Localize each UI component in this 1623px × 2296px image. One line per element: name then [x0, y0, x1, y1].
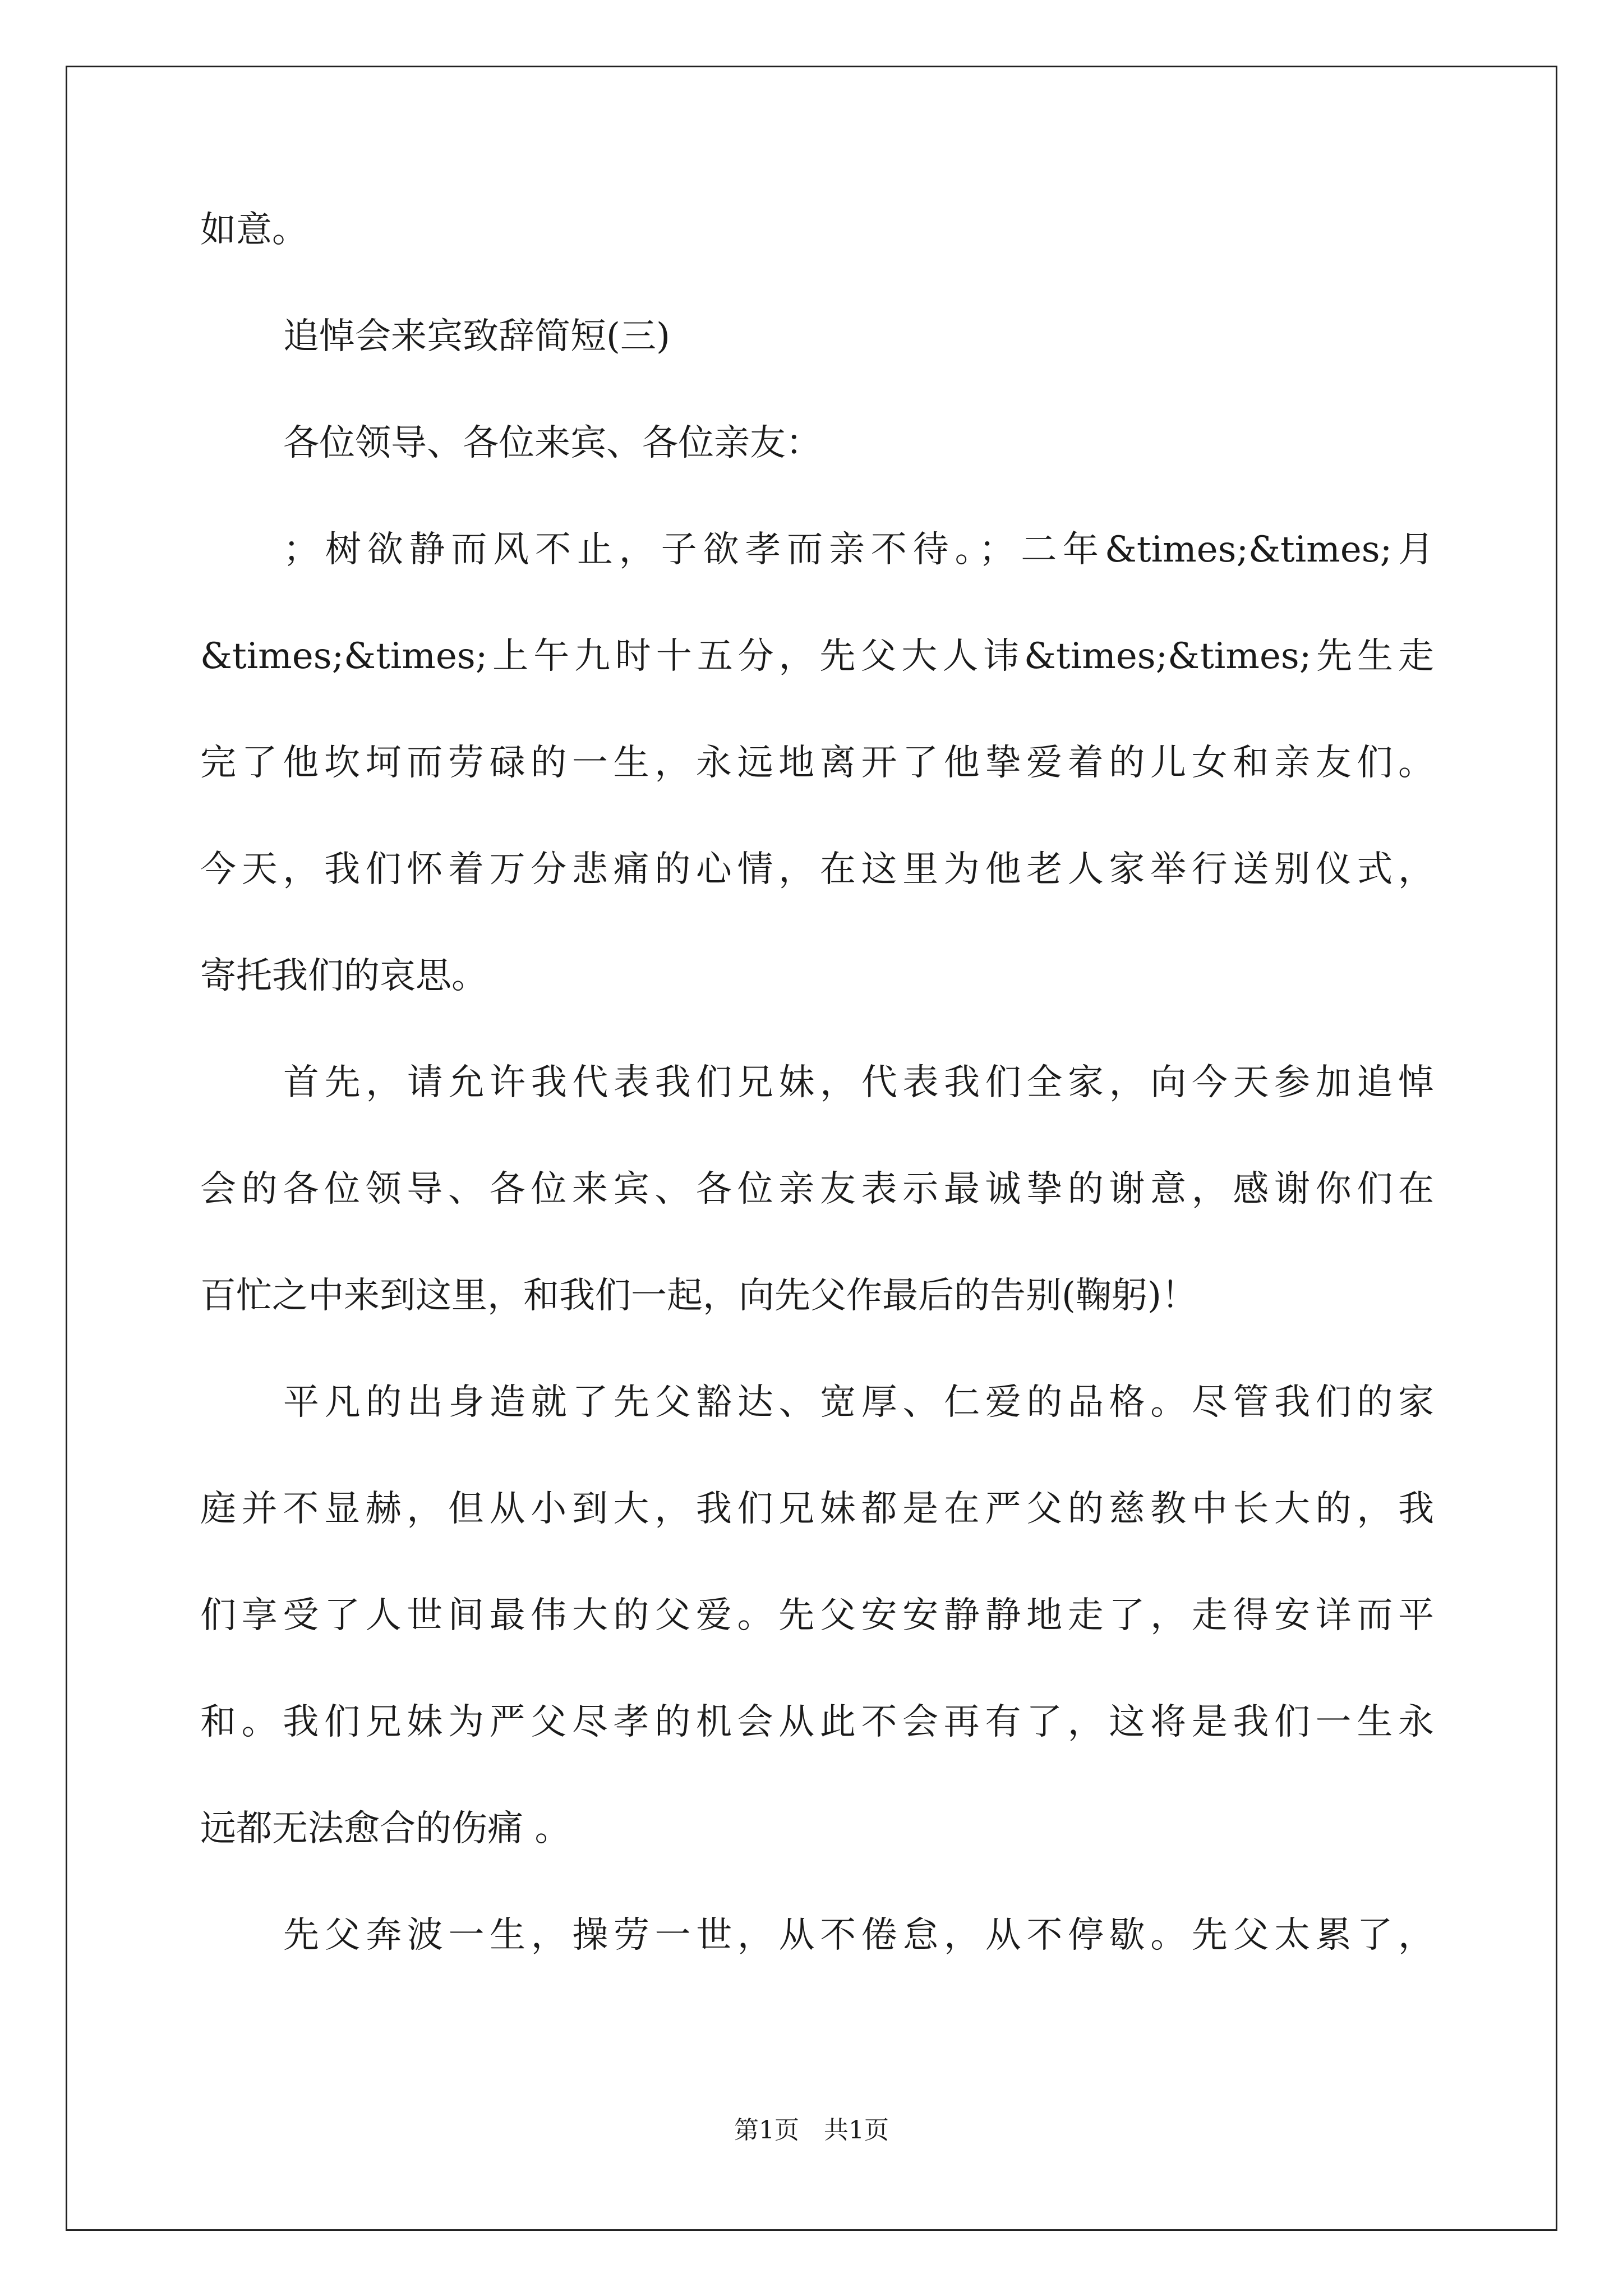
text-line: 会的各位领导、各位来宾、各位亲友表示最诚挚的谢意，感谢你们在 — [200, 1168, 1434, 1210]
text-line: 们享受了人世间最伟大的父爱。先父安安静静地走了，走得安详而平 — [200, 1595, 1434, 1636]
text-line: 先父奔波一生，操劳一世，从不倦怠，从不停歇。先父太累了， — [283, 1915, 1434, 1956]
page-footer: 第1页 共1页 — [734, 2116, 889, 2145]
page-border — [66, 66, 1557, 2231]
text-line: 寄托我们的哀思。 — [200, 955, 487, 997]
text-line: 和。我们兄妹为严父尽孝的机会从此不会再有了，这将是我们一生永 — [200, 1701, 1434, 1743]
salutation: 各位领导、各位来宾、各位亲友： — [283, 422, 822, 464]
text-line: 远都无法愈合的伤痛 。 — [200, 1808, 571, 1849]
text-line: 首先，请允许我代表我们兄妹，代表我们全家，向今天参加追悼 — [283, 1062, 1434, 1103]
text-line: 如意。 — [200, 209, 308, 251]
text-line: 庭并不显赫，但从小到大，我们兄妹都是在严父的慈教中长大的，我 — [200, 1488, 1434, 1530]
text-line: &times;&times;上午九时十五分，先父大人讳&times;&times;先生走 — [200, 636, 1434, 677]
text-line: 平凡的出身造就了先父豁达、宽厚、仁爱的品格。尽管我们的家 — [283, 1382, 1434, 1423]
text-line: 今天，我们怀着万分悲痛的心情，在这里为他老人家举行送别仪式， — [200, 849, 1434, 890]
text-line: 百忙之中来到这里，和我们一起，向先父作最后的告别(鞠躬)！ — [200, 1275, 1197, 1317]
text-line: 完了他坎坷而劳碌的一生，永远地离开了他挚爱着的儿女和亲友们。 — [200, 742, 1434, 784]
section-heading: 追悼会来宾致辞简短(三) — [283, 316, 670, 357]
text-line: ；树欲静而风不止，子欲孝而亲不待。；二年&times;&times;月 — [283, 529, 1434, 570]
